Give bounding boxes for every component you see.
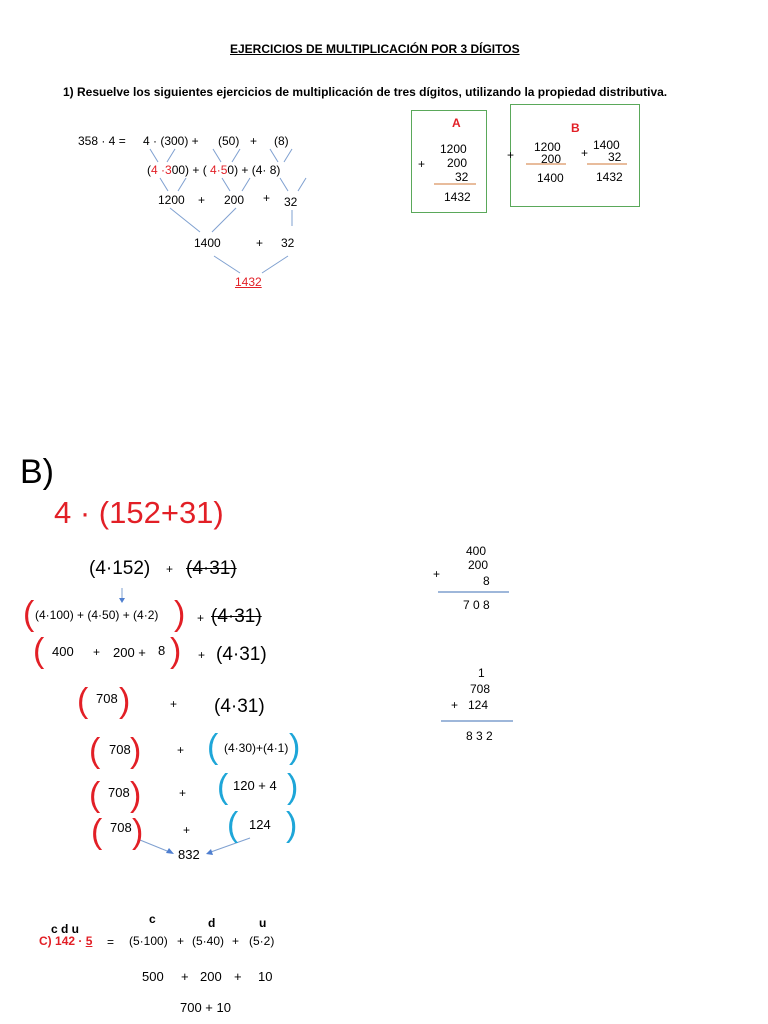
- red-paren-close: ): [174, 595, 186, 633]
- b-sum2-n1: 708: [470, 682, 491, 696]
- box-a-n3: 32: [455, 170, 469, 184]
- blue-paren-close: ): [289, 728, 301, 766]
- red-paren-close: ): [170, 632, 182, 670]
- b-row6-a: 708: [108, 785, 130, 800]
- tree-row3-plus1: +: [198, 193, 206, 207]
- red-paren-close: ): [132, 813, 144, 851]
- b-sum2-n2: 124: [468, 698, 489, 712]
- red-paren-open: (: [89, 732, 101, 770]
- b-row2-inner: (4·100) + (4·50) + (4·2): [35, 608, 159, 622]
- b-row4-right: (4·31): [214, 696, 265, 717]
- b-row2-right: (4·31): [211, 606, 262, 627]
- page-title: EJERCICIOS DE MULTIPLICACIÓN POR 3 DÍGITOS: [230, 42, 520, 56]
- box-b-plus1: +: [507, 148, 515, 162]
- b-sum1-n2: 200: [468, 558, 489, 572]
- tree-row1-term2: (50): [218, 134, 240, 148]
- c-row2-plus2: +: [234, 969, 242, 984]
- box-a-plus: +: [418, 157, 426, 171]
- b-row5-right: (4·30)+(4·1): [224, 741, 289, 755]
- b-row3-right: (4·31): [216, 644, 267, 665]
- b-sum1-total: 7 0 8: [463, 598, 490, 612]
- c-row3: 700 + 10: [180, 1000, 231, 1015]
- blue-paren-close: ): [286, 806, 298, 844]
- b-row2-plus: +: [197, 611, 205, 625]
- b-row5-a: 708: [109, 742, 131, 757]
- tree-row1-term1: 4 · (300) +: [143, 134, 199, 148]
- c-plus2: +: [232, 934, 240, 948]
- tree-row3-plus2: +: [263, 191, 271, 205]
- c-col-c: c: [149, 912, 156, 926]
- b-row3-b: 200 +: [113, 645, 146, 660]
- tree-row3-1200: 1200: [158, 193, 185, 207]
- tree-row4-plus: +: [256, 236, 264, 250]
- tree-row2-open: (: [147, 163, 151, 177]
- c-row2-plus1: +: [181, 969, 189, 984]
- c-equals: =: [107, 935, 115, 949]
- c-number: 142 ·: [55, 934, 86, 948]
- red-paren-open: (: [77, 682, 89, 720]
- box-b-plus2: +: [581, 146, 589, 160]
- b-row7-a: 708: [110, 820, 132, 835]
- c-term1: (5·100): [129, 934, 168, 948]
- red-paren-close: ): [130, 776, 142, 814]
- red-paren-open: (: [33, 632, 45, 670]
- tree-row2-red1: 4 ·3: [151, 163, 172, 177]
- b-row7-plus: +: [183, 823, 191, 837]
- b-row5-plus: +: [177, 743, 185, 757]
- instruction: 1) Resuelve los siguientes ejercicios de multiplicación de tres dígitos, utilizando la propiedad distributiva.: [63, 85, 668, 99]
- c-row2-500: 500: [142, 969, 164, 984]
- blue-paren-open: (: [227, 806, 239, 844]
- b-result: 832: [178, 847, 200, 862]
- box-b-n2: 200: [541, 152, 562, 166]
- box-a-sum: 1432: [444, 190, 471, 204]
- tree-result: 1432: [235, 275, 262, 289]
- red-paren-close: ): [130, 732, 142, 770]
- tree-row2-red2: 4·5: [210, 163, 228, 177]
- tree-row2-end: 0) + (4· 8): [227, 163, 281, 177]
- box-b-sum2: 1432: [596, 170, 623, 184]
- b-sum1-n3: 8: [483, 574, 490, 588]
- c-multiplier: 5: [85, 934, 93, 948]
- red-paren-open: (: [91, 813, 103, 851]
- blue-paren-open: (: [207, 728, 219, 766]
- tree-row2-mid: 00) + (: [171, 163, 211, 177]
- c-plus1: +: [177, 934, 185, 948]
- b-row4-a: 708: [96, 691, 118, 706]
- box-b-n1: 1200: [534, 140, 561, 154]
- b-row3-plus1: +: [93, 645, 101, 659]
- tree-expression: 358 · 4 =: [78, 134, 126, 148]
- box-b-m1: 1400: [593, 138, 620, 152]
- box-b-label: B: [571, 121, 580, 135]
- blue-paren-close: ): [287, 768, 299, 806]
- b-row3-a: 400: [52, 644, 74, 659]
- b-sum1-n1: 400: [466, 544, 487, 558]
- red-paren-close: ): [119, 682, 131, 720]
- b-row4-plus: +: [170, 697, 178, 711]
- c-label: C): [39, 934, 52, 948]
- red-paren-open: (: [23, 595, 35, 633]
- section-b-heading: B): [20, 453, 54, 491]
- c-col-d: d: [208, 916, 216, 930]
- b-row7-right: 124: [249, 817, 271, 832]
- box-a-n1: 1200: [440, 142, 467, 156]
- tree-row3-32: 32: [284, 195, 298, 209]
- red-paren-open: (: [89, 776, 101, 814]
- c-col-u: u: [259, 916, 267, 930]
- tree-row3-200: 200: [224, 193, 245, 207]
- c-place-values: c d u: [51, 922, 80, 936]
- box-a-n2: 200: [447, 156, 468, 170]
- b-sum2-plus: +: [451, 698, 459, 712]
- box-a-label: A: [452, 116, 461, 130]
- box-b-sum1: 1400: [537, 171, 564, 185]
- b-row1-right: (4·31): [186, 558, 237, 579]
- tree-row4-32: 32: [281, 236, 295, 250]
- b-sum2-carry: 1: [478, 666, 485, 680]
- c-row2-200: 200: [200, 969, 222, 984]
- c-term2: (5·40): [192, 934, 225, 948]
- b-row6-right: 120 + 4: [233, 778, 277, 793]
- b-row3-plus: +: [198, 648, 206, 662]
- tree-row4-1400: 1400: [194, 236, 221, 250]
- tree-row1-plus: +: [250, 134, 258, 148]
- b-sum2-total: 8 3 2: [466, 729, 493, 743]
- c-row2-10: 10: [258, 969, 273, 984]
- b-row6-plus: +: [179, 786, 187, 800]
- section-b-expression: 4 · (152+31): [54, 495, 224, 530]
- b-row1-plus: +: [166, 562, 174, 576]
- c-expression: [39, 935, 92, 947]
- b-sum1-plus: +: [433, 567, 441, 581]
- box-b-m2: 32: [608, 150, 622, 164]
- blue-paren-open: (: [217, 768, 229, 806]
- tree-row1-term3: (8): [274, 134, 289, 148]
- b-row1-left: (4·152): [89, 558, 151, 579]
- b-row3-c: 8: [158, 643, 166, 658]
- c-term3: (5·2): [249, 934, 275, 948]
